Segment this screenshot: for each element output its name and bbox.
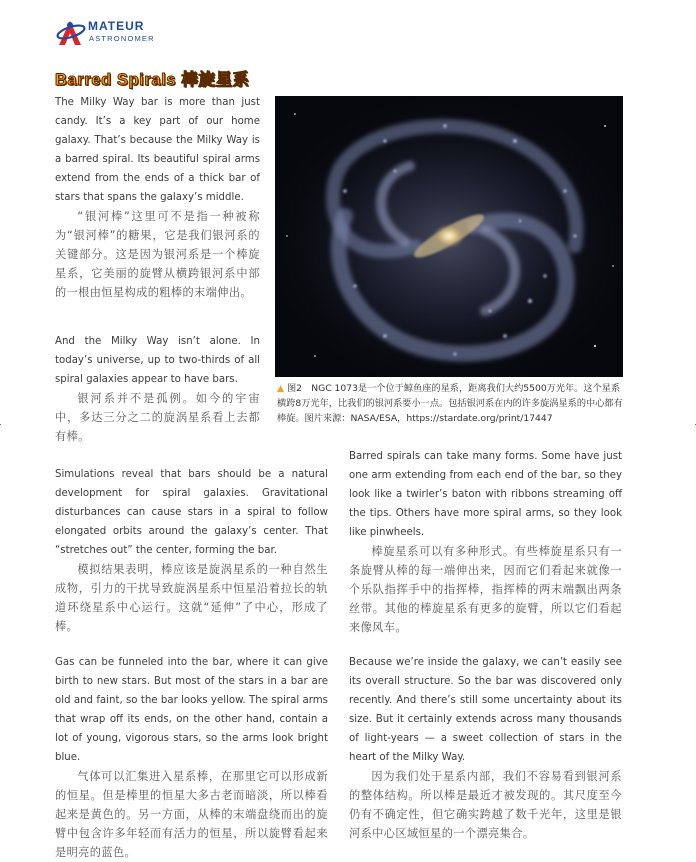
logo-text-main: MATEUR [88,19,145,33]
paragraph-6 [349,653,622,843]
galaxy-photo [275,96,623,377]
paragraph-3-en: Simulations reveal that bars should be a natural development for spiral galaxies. Gravitational disturbances can cause stars in a spiral to follow elongated orbits around the galaxy’s center. That “stretches out” the center, forming the bar. [55,469,328,556]
paragraph-4-en: Gas can be funneled into the bar, where it can give birth to new stars. But most of the stars in a bar are old and faint, so the bar looks yellow. The spiral arms that wrap off its ends, on the other hand, contain a lot of young, vigorous stars, so the arms look bright blue. [55,657,328,763]
paragraph-5-zh: 棒旋星系可以有多种形式。有些棒旋星系只有一条旋臂从棒的每一端伸出来，因而它们看起来就像一个乐队指挥手中的指挥棒，指挥棒的两末端飘出两条丝带。其他的棒旋星系有更多的旋臂，所以它们看起来像风车。 [349,545,622,634]
galaxy-image [275,96,623,377]
paragraph-6-zh: 因为我们处于星系内部，我们不容易看到银河系的整体结构。所以棒是最近才被发现的。其尺度至今仍有不确定性，但它确实跨越了数千光年，这里是银河系中心区域恒星的一个漂亮集合。 [349,770,622,840]
paragraph-1 [55,93,260,302]
paragraph-5-en: Barred spirals can take many forms. Some have just one arm extending from each end of the bar, so they look like a twirler’s baton with ribbons streaming off the tips. Others have more spiral arms, so they look like pinwheels. [349,451,622,538]
figure-caption-text: 图2 NGC 1073是一个位于鲸鱼座的星系，距离我们大约5500万光年。这个星系横跨8万光年，比我们的银河系要小一点。包括银河系在内的许多旋涡星系的中心都有棒旋。图片来源：NASA/ESA，https://stardate.org/print/17447 [277,383,623,424]
paragraph-4-zh: 气体可以汇集进入星系棒，在那里它可以形成新的恒星。但是棒里的恒星大多古老而暗淡，所以棒看起来是黄色的。另一方面，从棒的末端盘绕而出的旋臂中包含许多年轻而有活力的恒星，所以旋臂看起来是明亮的蓝色。 [55,770,328,859]
paragraph-3-zh: 模拟结果表明，棒应该是旋涡星系的一种自然生成物，引力的干扰导致旋涡星系中恒星沿着拉长的轨道环绕星系中心运行。这就“延伸”了中心，形成了棒。 [55,563,328,633]
paragraph-6-en: Because we’re inside the galaxy, we can’t easily see its overall structure. So the bar was discovered only recently. And there’s still some uncertainty about its size. But it certainly extends across many thousands of light-years — a sweet collection of stars in the heart of the Milky Way. [349,657,622,763]
paragraph-5 [349,447,622,637]
paragraph-1-zh: “银河棒”这里可不是指一种被称为“银河棒”的糖果，它是我们银河系的关键部分。这是因为银河系是一个棒旋星系，它美丽的旋臂从横跨银河系中部的一根由恒星构成的粗棒的末端伸出。 [55,210,260,299]
triangle-icon: ▲ [277,383,285,394]
paragraph-3 [55,465,328,636]
article-title: Barred Spirals 棒旋星系 [55,71,250,89]
paragraph-2-zh: 银河系并不是孤例。如今的宇宙中，多达三分之二的旋涡星系看上去都有棒。 [55,392,260,443]
amateur-astronomer-logo [56,16,156,50]
logo-text-sub: ASTRONOMER [89,34,155,43]
paragraph-2 [55,332,260,446]
paragraph-4 [55,653,328,862]
figure-caption [277,381,623,426]
crop-mark [0,424,1,425]
logo-icon [56,18,86,46]
paragraph-1-en: The Milky Way bar is more than just candy. It’s a key part of our home galaxy. That’s because the Milky Way is a barred spiral. Its beautiful spiral arms extend from the ends of a thick bar of stars that spans the galaxy’s middle. [55,97,260,203]
paragraph-2-en: And the Milky Way isn’t alone. In today’s universe, up to two-thirds of all spiral galaxies appear to have bars. [55,336,260,385]
